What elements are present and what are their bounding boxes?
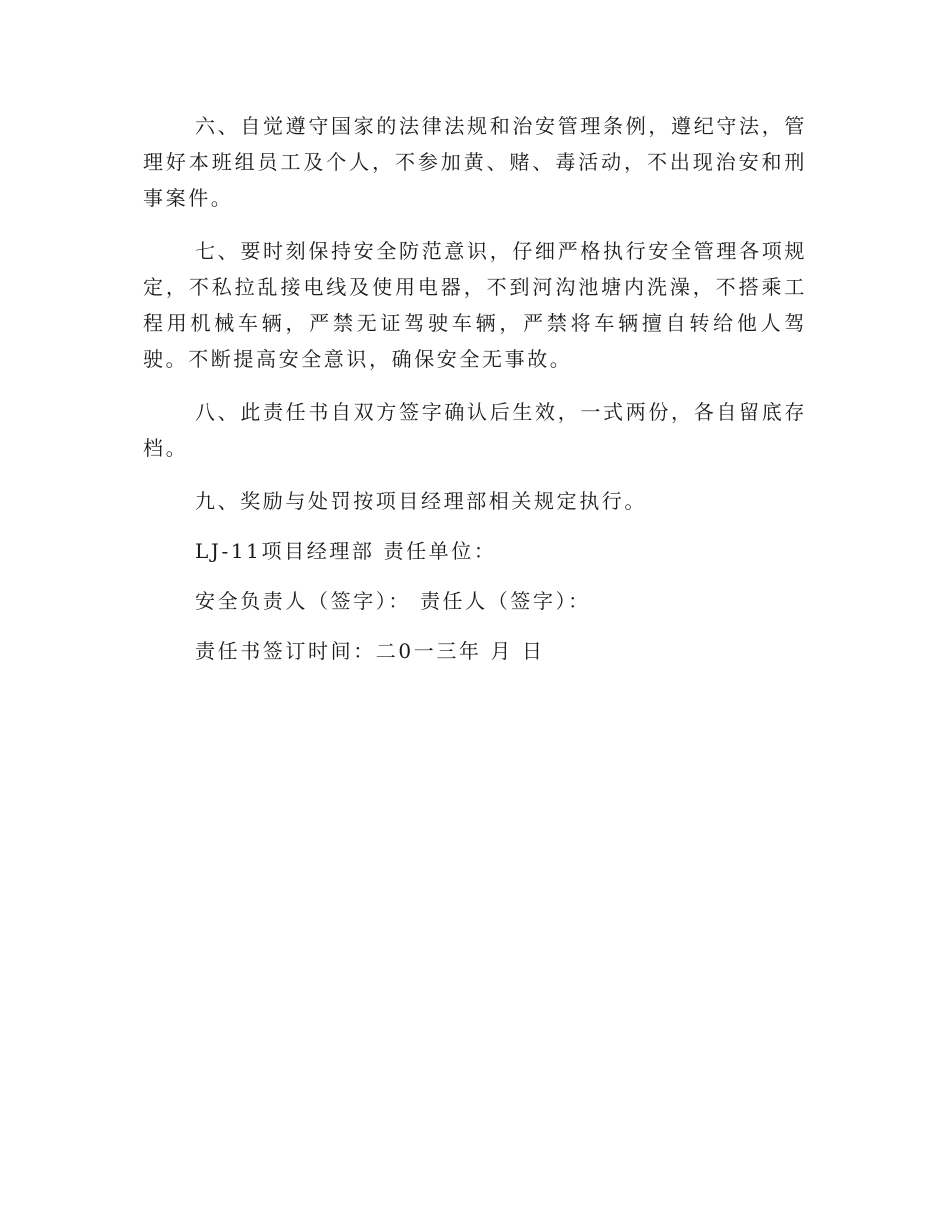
signature-person-line: 安全负责人（签字）： 责任人（签字）： (195, 589, 591, 613)
clause-seven: 七、要时刻保持安全防范意识，仔细严格执行安全管理各项规定，不私拉乱接电线及使用电器，不到河沟池塘内洗澡，不搭乘工程用机械车辆，严禁无证驾驶车辆，严禁将车辆擅自转给他人驾驶。不断提高安全意识，确保安全无事故。 (143, 239, 807, 371)
signature-unit-line: LJ-11项目经理部 责任单位： (195, 539, 497, 563)
document-body (143, 108, 807, 683)
signing-date-line: 责任书签订时间：二0一三年 月 日 (195, 639, 545, 663)
clause-eight: 八、此责任书自双方签字确认后生效，一式两份，各自留底存档。 (143, 400, 807, 460)
clause-six: 六、自觉遵守国家的法律法规和治安管理条例，遵纪守法，管理好本班组员工及个人，不参加黄、赌、毒活动，不出现治安和刑事案件。 (143, 114, 807, 210)
clause-nine: 九、奖励与处罚按项目经理部相关规定执行。 (195, 489, 647, 513)
